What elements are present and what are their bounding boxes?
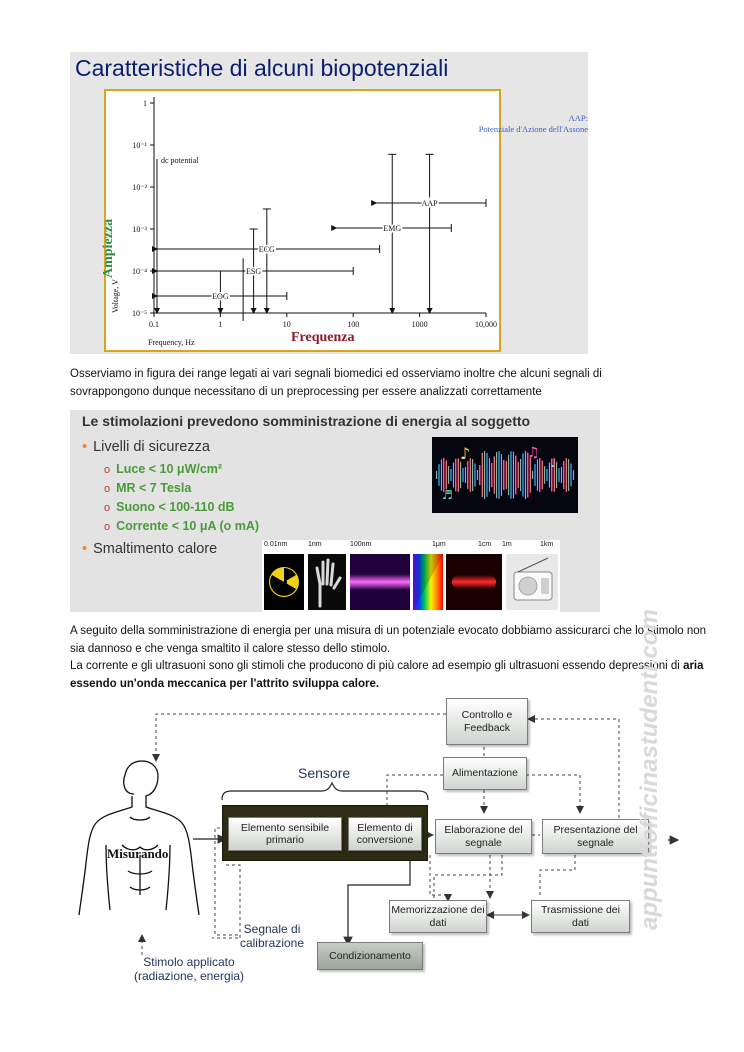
chart-svg (106, 91, 499, 350)
music-bar (446, 460, 447, 489)
music-bar (458, 458, 459, 491)
music-bar (556, 462, 557, 488)
x-axis-label: Frequency, Hz (148, 338, 195, 347)
music-bar (546, 469, 547, 481)
paragraph-1: Osserviamo in figura dei range legati ai vari segnali biomedici ed osserviamo inoltre che alcuni segnali di sovrappongono dunque necessitano di un preprocessing per essere analizzati correttamente (70, 368, 602, 398)
music-bar (489, 458, 490, 492)
memorizzazione-box: Memorizzazione dei dati (389, 900, 487, 933)
spectrum-label: 1nm (308, 541, 322, 548)
safety-item-current: o Corrente < 10 μA (o mA) (104, 519, 260, 533)
music-bar (530, 457, 531, 492)
y-tick-label: 10⁻⁴ (131, 267, 147, 276)
music-bar (484, 451, 485, 499)
music-bar (486, 453, 487, 497)
aap-legend-desc: Potenziale d'Azione dell'Assone (478, 124, 588, 134)
music-bar (513, 452, 514, 499)
slide1-title: Caratteristiche di alcuni biopotenziali (75, 55, 449, 81)
music-bar (474, 463, 475, 486)
frequenza-label: Frequenza (291, 330, 355, 345)
presentazione-box: Presentazione del segnale (542, 819, 649, 854)
music-bar (496, 452, 497, 498)
controllo-feedback-box: Controllo e Feedback (446, 698, 528, 745)
biopotentials-slide (70, 52, 588, 354)
music-bar (525, 451, 526, 499)
safety-item-light-text: Luce < 10 μW/cm² (116, 462, 223, 476)
y-tick-label: 10⁻¹ (132, 141, 147, 150)
music-bar (520, 459, 521, 491)
y-tick-label: 10⁻⁵ (131, 309, 147, 318)
music-bar (455, 459, 456, 492)
label-dc-potential: dc potential (161, 156, 199, 165)
music-bar (470, 458, 471, 492)
x-tick-label: 10,000 (475, 320, 497, 329)
y-tick-label: 10⁻³ (132, 225, 147, 234)
music-bar (508, 455, 509, 496)
bullet-safety-label: Livelli di sicurezza (93, 439, 210, 455)
music-bar (472, 459, 473, 491)
aap-legend-key: AAP: (568, 113, 588, 123)
y-tick-label: 10⁻² (132, 183, 147, 192)
music-bar (570, 463, 571, 486)
x-tick-label: 1000 (411, 320, 428, 329)
elemento-conversione-box: Elemento di conversione (348, 817, 422, 851)
label-esg: ESG (246, 267, 262, 276)
music-bar (539, 458, 540, 492)
x-tick-label: 100 (347, 320, 360, 329)
elemento-sensibile-box: Elemento sensibile primario (228, 817, 342, 851)
spectrum-label: 1km (540, 541, 554, 548)
paragraph-2-line2-text: La corrente e gli ultrasuoni sono gli stimoli che producono di più calore ad esempio gli ultrasuoni essendo depressioni di (70, 660, 684, 672)
biopotentials-chart (104, 89, 501, 352)
spectrum-label: 0.01nm (264, 541, 288, 548)
music-bar (566, 458, 567, 492)
music-bar (515, 456, 516, 495)
music-bar (494, 456, 495, 493)
music-bar (503, 460, 504, 490)
music-bar (448, 466, 449, 484)
music-bar (477, 470, 478, 480)
label-emg: EMG (383, 224, 402, 233)
music-bar (441, 459, 442, 490)
music-bar (498, 451, 499, 499)
safety-item-mr: o MR < 7 Tesla (104, 481, 192, 495)
music-bar (563, 461, 564, 489)
slide2-title: Le stimolazioni prevedono somministrazione di energia al soggetto (82, 413, 531, 429)
y-axis-label: Voltage, V (111, 279, 120, 313)
safety-item-current-text: Corrente < 10 μA (o mA) (116, 519, 260, 533)
segnale-calibrazione-label: Segnale di calibrazione (239, 922, 305, 950)
music-image (432, 437, 578, 513)
svg-text:♪: ♪ (460, 444, 471, 463)
music-bar (491, 463, 492, 487)
music-bar (465, 467, 466, 483)
label-eog: EOG (212, 292, 229, 301)
paragraph-2-line2 (70, 658, 710, 693)
safety-item-mr-text: MR < 7 Tesla (116, 481, 192, 495)
safety-item-light: o Luce < 10 μW/cm² (104, 462, 223, 476)
bullet-heat-label: Smaltimento calore (93, 541, 218, 557)
music-bar (436, 471, 437, 479)
paragraph-2 (70, 623, 710, 693)
music-bar (568, 459, 569, 491)
safety-item-sound: o Suono < 100-110 dB (104, 500, 235, 514)
spectrum-label: 1cm (478, 541, 492, 548)
music-bar (443, 458, 444, 492)
music-bar (501, 454, 502, 496)
em-spectrum-image (262, 540, 560, 612)
trasmissione-box: Trasmissione dei dati (531, 900, 630, 933)
music-bar (479, 465, 480, 485)
watermark: appuntiofficinastudenti.com (636, 609, 663, 930)
music-bar (534, 464, 535, 486)
spectrum-svg (262, 540, 560, 612)
music-bar (450, 469, 451, 481)
music-bar (518, 462, 519, 488)
svg-text:♫: ♫ (527, 445, 540, 461)
music-bar (542, 461, 543, 490)
music-bar (506, 461, 507, 489)
bullet-safety: • Livelli di sicurezza (82, 439, 210, 455)
music-bar (573, 470, 574, 480)
music-bar (561, 467, 562, 483)
x-tick-label: 0.1 (149, 320, 159, 329)
music-bar (482, 453, 483, 497)
spectrum-label: 100nm (350, 541, 372, 548)
music-bar (460, 462, 461, 488)
sensore-label: Sensore (298, 765, 351, 781)
elaborazione-box: Elaborazione del segnale (435, 819, 532, 854)
music-bar (537, 459, 538, 490)
x-tick-label: 1 (218, 320, 223, 329)
stimolo-applicato-label: Stimolo applicato (radiazione, energia) (133, 955, 245, 983)
music-bar (522, 453, 523, 496)
stimulation-slide (70, 410, 600, 612)
music-bar (544, 466, 545, 484)
music-spectrum-svg (432, 437, 578, 513)
x-tick-label: 10 (282, 320, 291, 329)
spectrum-label: 1m (502, 541, 512, 548)
music-bar (558, 468, 559, 482)
svg-text:♩: ♩ (550, 456, 556, 470)
music-bar (510, 451, 511, 498)
condizionamento-box: Condizionamento (317, 942, 423, 970)
music-bar (532, 471, 533, 479)
paragraph-2-line2-bold: aria essendo un'onda meccanica per l'attrito sviluppa calore. (70, 660, 704, 690)
music-bar (467, 461, 468, 489)
paragraph-2-line1: A seguito della somministrazione di energia per una misura di un potenziale evocato dobbiamo assicurarci che lo stimolo non sia dannoso e che venga smaltito il calore stesso dello stimolo. (70, 625, 707, 655)
y-tick-label: 1 (143, 99, 147, 108)
bullet-heat: • Smaltimento calore (82, 541, 218, 557)
music-bar (453, 463, 454, 488)
human-figure (79, 761, 199, 915)
safety-item-sound-text: Suono < 100-110 dB (116, 500, 235, 514)
svg-text:♬: ♬ (442, 488, 453, 502)
spectrum-label: 1μm (432, 541, 446, 548)
music-bar (462, 468, 463, 482)
aap-legend (456, 113, 588, 135)
measurement-diagram (70, 695, 690, 995)
alimentazione-box: Alimentazione (443, 757, 527, 790)
music-bar (438, 464, 439, 486)
label-ecg: ECG (258, 245, 275, 254)
misurando-label: Misurando (107, 846, 169, 861)
label-aap: AAP (421, 199, 438, 208)
ampiezza-label: Ampiezza (101, 218, 116, 278)
